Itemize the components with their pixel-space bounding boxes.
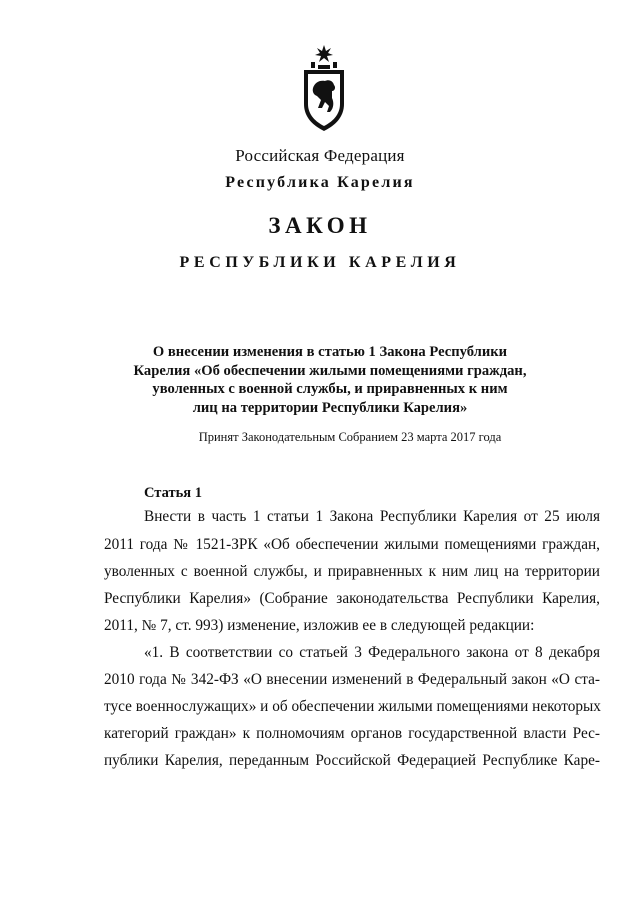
article-text-line: Внести в часть 1 статьи 1 Закона Республики Карелия от 25 июля: [144, 508, 600, 525]
law-title-line: О внесении изменения в статью 1 Закона Республики: [152, 344, 508, 360]
law-title-line: уволенных с военной службы, и приравненных к ним: [152, 381, 508, 397]
law-title-line: лиц на территории Республики Карелия»: [192, 399, 468, 416]
country-name: Российская Федерация: [235, 146, 405, 165]
document-issuer: РЕСПУБЛИКИ КАРЕЛИЯ: [179, 254, 461, 271]
article-text-line: тусе военнослужащих» и об обеспечении жилыми помещениями некоторых: [104, 698, 601, 715]
adoption-date: Принят Законодательным Собранием 23 марта 2017 года: [198, 430, 502, 444]
document-type: ЗАКОН: [268, 213, 372, 238]
coat-of-arms-icon: [298, 44, 350, 134]
article-text-line: категорий граждан» к полномочиям органов государственной власти Рес-: [104, 725, 600, 742]
article-text-line: публики Карелия, переданным Российской Федерацией Республике Каре-: [104, 752, 600, 769]
article-text-line: уволенных с военной службы, и приравненных к ним лиц на территории: [104, 563, 600, 580]
law-title-line: Карелия «Об обеспечении жилыми помещениями граждан,: [133, 362, 527, 379]
article-text-line: Республики Карелия» (Собрание законодательства Республики Карелия,: [104, 590, 600, 607]
article-text-line: 2011, № 7, ст. 993) изменение, изложив ее в следующей редакции:: [104, 617, 535, 634]
law-title: [120, 343, 540, 417]
republic-name: Республика Карелия: [225, 174, 415, 191]
article-text-line: 2010 года № 342-ФЗ «О внесении изменений в Федеральный закон «О ста-: [104, 671, 600, 688]
article-text-line: 2011 года № 1521-ЗРК «Об обеспечении жилыми помещениями граждан,: [104, 536, 600, 553]
article-text-line: «1. В соответствии со статьей 3 Федерального закона от 8 декабря: [144, 644, 600, 661]
article-heading: Статья 1: [144, 485, 202, 501]
